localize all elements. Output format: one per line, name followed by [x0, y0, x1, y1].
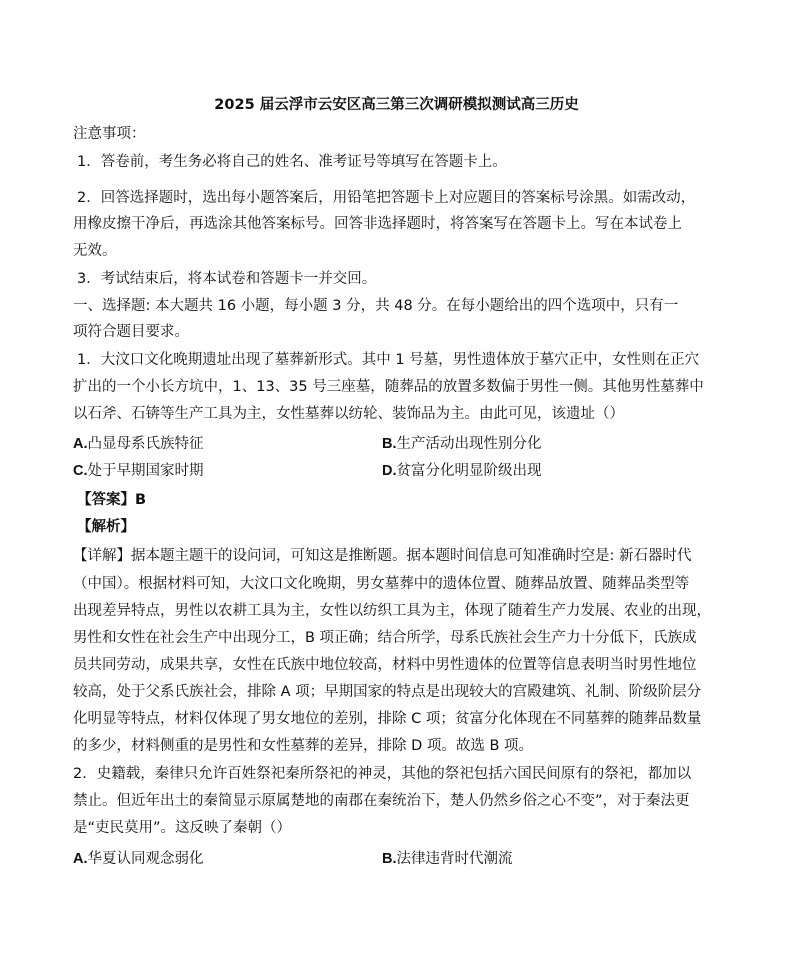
q1-option-b [382, 434, 542, 454]
q1-detail-line-6: 较高，处于父系氏族社会，排除 A 项；早期国家的特点是出现较大的宫殿建筑、礼制、阶级阶层分 [73, 684, 702, 700]
q2-option-b-letter: B. [382, 851, 397, 867]
q1-option-b-text: 生产活动出现性别分化 [396, 436, 542, 452]
q2-option-a [73, 849, 204, 869]
notice-line-3: 用橡皮擦干净后，再选涂其他答案标号。回答非选择题时，将答案写在答题卡上。写在本试卷上 [73, 216, 682, 232]
q1-detail-line-7: 化明显等特点，材料仅体现了男女地位的差别，排除 C 项；贫富分化体现在不同墓葬的随葬品数量 [73, 711, 702, 727]
section-heading-line-1: 一、选择题: 本大题共 16 小题，每小题 3 分，共 48 分。在每小题给出的四个选项中，只有一 [73, 298, 679, 314]
q2-stem-line-1: 2．史籍载，秦律只允许百姓祭祀秦所祭祀的神灵，其他的祭祀包括六国民间原有的祭祀，都加以 [73, 766, 692, 782]
q1-detail-line-1: 【详解】据本题主题干的设问词，可知这是推断题。据本题时间信息可知准确时空是: 新石器时代 [73, 548, 692, 564]
q2-stem-line-3: 是“吏民莫用”。这反映了秦朝（） [73, 820, 292, 836]
q1-option-d-text: 贫富分化明显阶级出现 [396, 463, 542, 479]
notice-line-5: 3．考试结束后，将本试卷和答题卡一并交回。 [77, 271, 377, 287]
notice-line-1: 1．答卷前，考生务必将自己的姓名、准考证号等填写在答题卡上。 [77, 154, 507, 170]
q1-detail-line-4: 男性和女性在社会生产中出现分工，B 项正确；结合所学，母系氏族社会生产力十分低下，氏族成 [73, 630, 697, 646]
q1-answer-tag: 【答案】 [77, 492, 135, 508]
q1-answer-value: B [135, 492, 147, 508]
q1-detail-line-5: 员共同劳动，成果共享，女性在氏族中地位较高，材料中男性遗体的位置等信息表明当时男性地位 [73, 657, 697, 673]
q2-option-b-text: 法律违背时代潮流 [396, 851, 513, 867]
q2-stem-line-2: 禁止。但近年出土的秦简显示原属楚地的南郡在秦统治下，楚人仍然乡俗之心不变”，对于秦法更 [73, 793, 690, 809]
exam-title: 2025 届云浮市云安区高三第三次调研模拟测试高三历史 [214, 97, 579, 113]
q1-detail-line-3: 出现差异特点，男性以农耕工具为主，女性以纺织工具为主，体现了随着生产力发展、农业的出现， [73, 603, 711, 619]
q1-option-a [73, 434, 204, 454]
notice-heading: 注意事项： [73, 126, 146, 142]
q2-option-a-letter: A. [73, 851, 88, 867]
q1-option-a-letter: A. [73, 436, 88, 452]
q1-option-b-letter: B. [382, 436, 397, 452]
notice-line-4: 无效。 [73, 243, 117, 259]
q1-analysis-tag: 【解析】 [77, 519, 135, 535]
q1-answer [77, 490, 146, 510]
q1-option-c-text: 处于早期国家时期 [87, 463, 204, 479]
section-heading-line-2: 项符合题目要求。 [73, 324, 189, 340]
q1-detail-line-2: （中国）。根据材料可知，大汶口文化晚期，男女墓葬中的遗体位置、随葬品放置、随葬品类型等 [73, 576, 690, 592]
q1-option-c-letter: C. [73, 463, 88, 479]
q1-option-d [382, 461, 542, 481]
q1-stem-line-3: 以石斧、石锛等生产工具为主，女性墓葬以纺轮、装饰品为主。由此可见，该遗址（） [73, 406, 624, 422]
q1-option-c [73, 461, 204, 481]
q1-option-d-letter: D. [382, 463, 397, 479]
q1-option-a-text: 凸显母系氏族特征 [87, 436, 204, 452]
q1-stem-line-1: 1．大汶口文化晚期遗址出现了墓葬新形式。其中 1 号墓，男性遗体放于墓穴正中，女性则在正穴 [77, 352, 700, 368]
q2-option-b [382, 849, 513, 869]
notice-line-2: 2．回答选择题时，选出每小题答案后，用铅笔把答题卡上对应题目的答案标号涂黑。如需改动， [77, 190, 696, 206]
q1-detail-line-8: 的多少，材料侧重的是男性和女性墓葬的差异，排除 D 项。故选 B 项。 [73, 738, 534, 754]
q2-option-a-text: 华夏认同观念弱化 [87, 851, 204, 867]
q1-stem-line-2: 扩出的一个小长方坑中，1、13、35 号三座墓，随葬品的放置多数偏于男性一侧。其他男性墓葬中 [73, 379, 704, 395]
